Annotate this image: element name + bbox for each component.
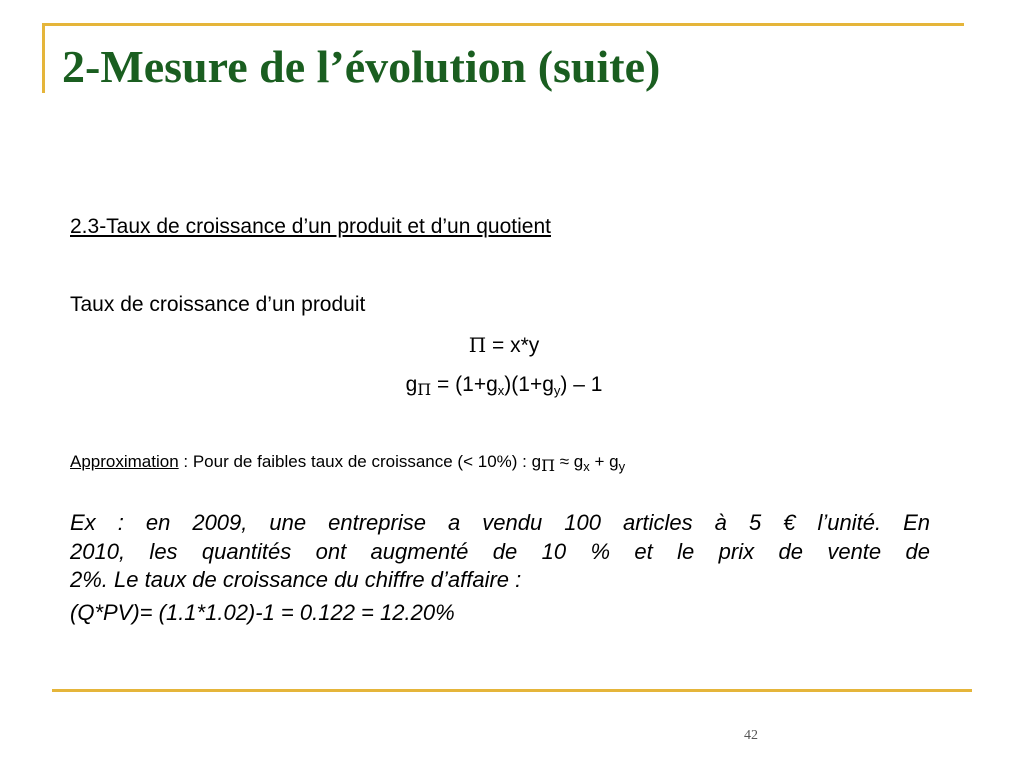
approximation-sub-x: x <box>583 459 590 474</box>
example-line-1: Ex : en 2009, une entreprise a vendu 100 articles à 5 € l’unité. En <box>70 510 930 535</box>
pi-symbol: Π <box>468 333 487 357</box>
approximation-label: Approximation <box>70 452 179 471</box>
equation-growth-rate <box>0 372 1008 397</box>
example-result: (Q*PV)= (1.1*1.02)-1 = 0.122 = 12.20% <box>70 600 455 625</box>
approximation-sign: ≈ g <box>555 452 584 471</box>
example-paragraph <box>70 509 930 595</box>
equation2-sub-y: y <box>553 383 561 398</box>
equation1-rhs: = x*y <box>486 334 540 357</box>
approximation-plus: + g <box>589 452 619 471</box>
slide-title: 2-Mesure de l’évolution (suite) <box>62 41 661 92</box>
equation2-sub-pi: Π <box>417 380 432 399</box>
equation2-g: g <box>405 373 418 396</box>
approximation-sub-pi: Π <box>541 456 556 475</box>
example-line-3: 2%. Le taux de croissance du chiffre d’affaire : <box>70 567 522 593</box>
top-border-line <box>42 23 964 26</box>
equation-product-definition <box>0 333 1008 358</box>
example-line-2: 2010, les quantités ont augmenté de 10 % et le prix de vente de <box>70 538 930 564</box>
product-heading: Taux de croissance d’un produit <box>70 293 366 316</box>
equation2-sub-x: x <box>497 383 505 398</box>
page-number: 42 <box>744 728 758 743</box>
bottom-border-line <box>52 689 972 692</box>
approximation-sub-y: y <box>618 459 626 474</box>
equation2-part2: )(1+g <box>504 373 554 396</box>
equation2-part3: ) – 1 <box>560 373 603 396</box>
left-border-line <box>42 23 45 93</box>
approximation-line <box>70 452 626 475</box>
section-subtitle: 2.3-Taux de croissance d’un produit et d’un quotient <box>70 215 551 238</box>
equation2-part1: = (1+g <box>431 373 498 396</box>
approximation-text: : Pour de faibles taux de croissance (< 10%) : g <box>178 452 542 471</box>
